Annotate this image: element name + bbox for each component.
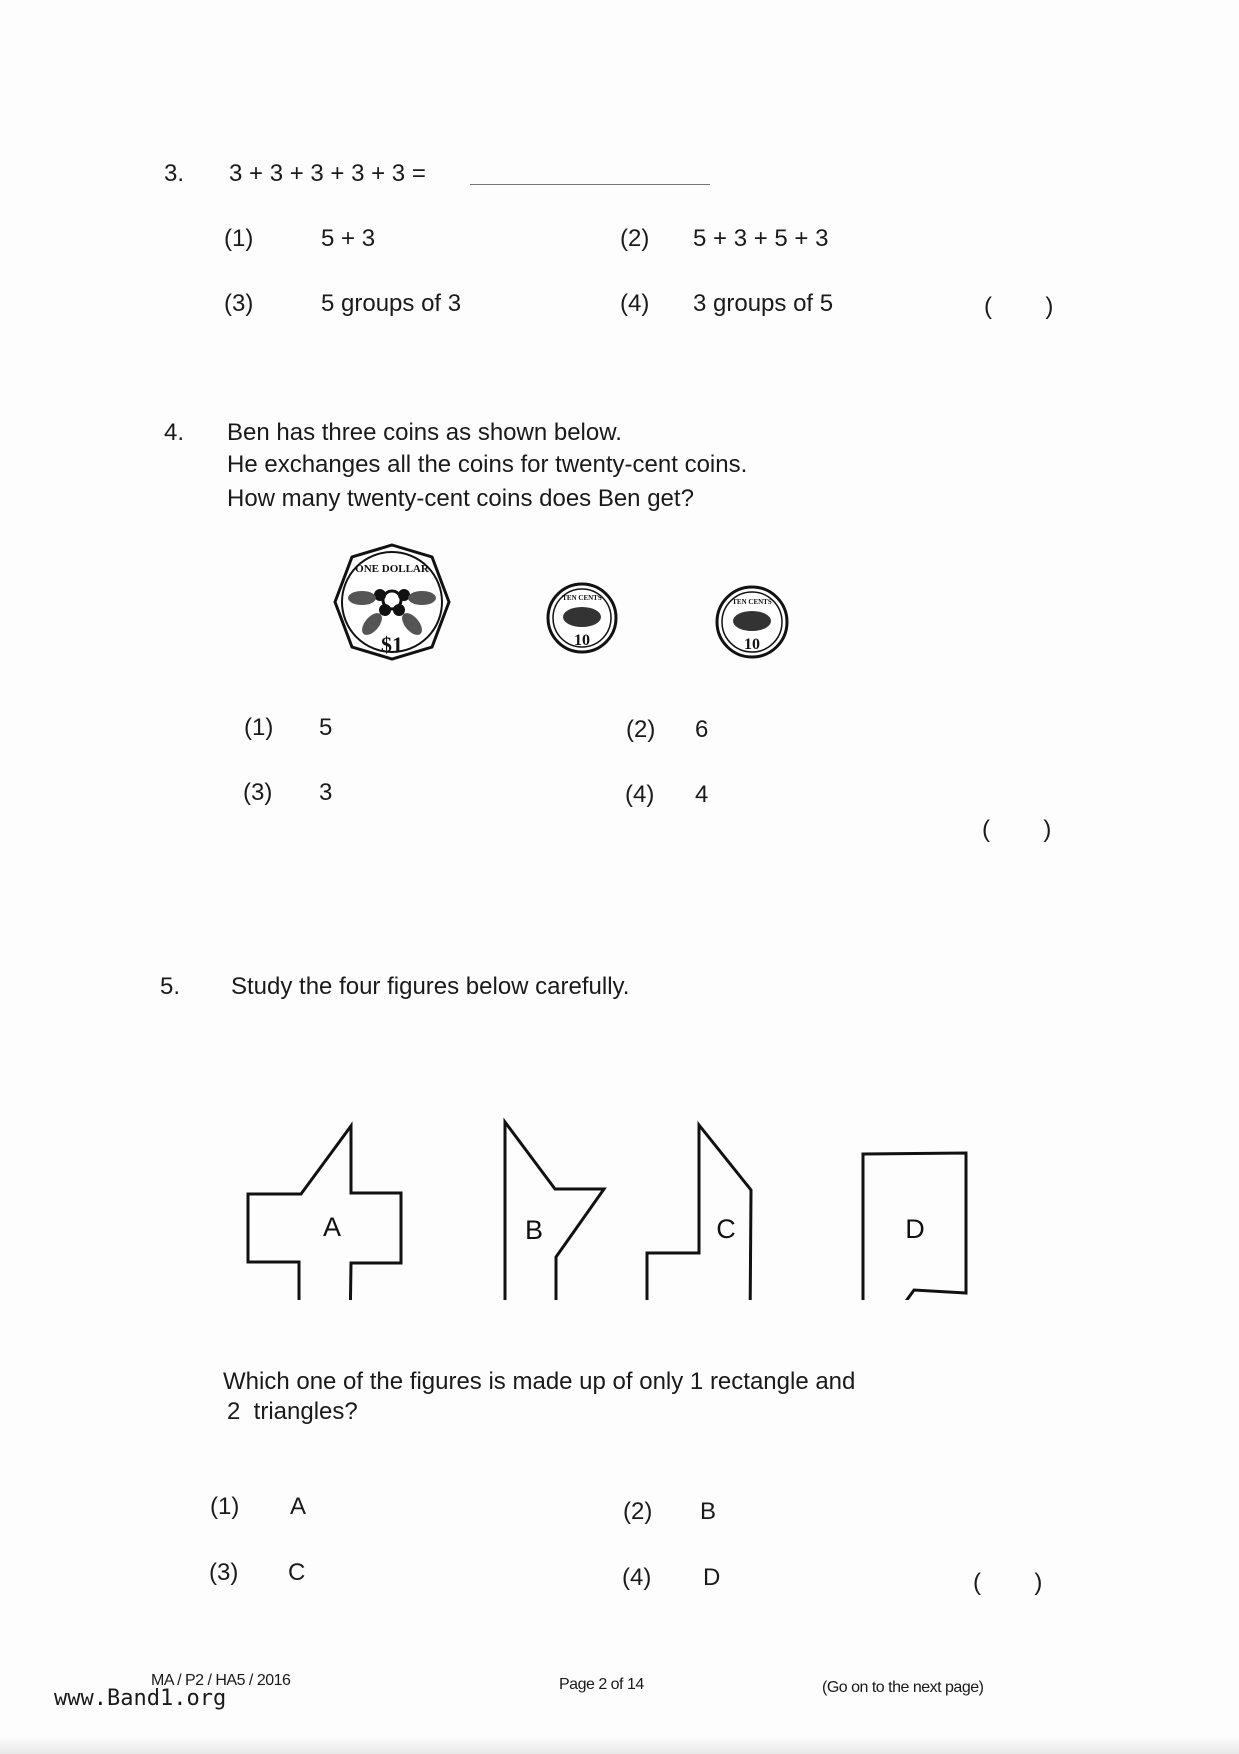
figure-label: B (524, 1215, 544, 1245)
page-number: Page 2 of 14 (559, 1676, 644, 1693)
question-number: 5. (160, 973, 181, 1000)
option-text: 5 groups of 3 (321, 290, 462, 317)
watermark-url: www.Band1.org (54, 1686, 227, 1711)
coin-rim-text: TEN CENTS (732, 598, 772, 606)
question-text: Ben has three coins as shown below. (227, 419, 622, 446)
question-text: How many twenty-cent coins does Ben get? (227, 485, 694, 512)
figure-c (647, 1125, 751, 1300)
answer-bracket[interactable]: ( ) (973, 1569, 1043, 1596)
option-text: D (703, 1564, 721, 1591)
option-label: (2) (626, 716, 656, 743)
question-number: 4. (164, 419, 185, 446)
question-text: He exchanges all the coins for twenty-cent coins. (227, 451, 748, 478)
option-label: (3) (243, 779, 273, 806)
question-text: Which one of the figures is made up of only 1 rectangle and (223, 1368, 856, 1395)
option-label: (4) (620, 290, 650, 317)
option-label: (1) (224, 225, 254, 252)
option-text: 3 (319, 779, 333, 806)
option-text: 5 + 3 (321, 225, 376, 252)
question-text: Study the four figures below carefully. (231, 973, 630, 1000)
option-label: (4) (622, 1564, 652, 1591)
answer-bracket[interactable]: ( ) (984, 293, 1054, 320)
option-text: A (290, 1493, 307, 1520)
coin-value: 10 (574, 632, 590, 649)
figure-label: D (905, 1214, 925, 1244)
option-label: (3) (224, 290, 254, 317)
answer-bracket[interactable]: ( ) (982, 816, 1052, 843)
option-label: (2) (623, 1498, 653, 1525)
option-label: (4) (625, 781, 655, 808)
paper-code: MA / P2 / HA5 / 2016 (151, 1672, 291, 1689)
option-label: (2) (620, 225, 650, 252)
coin-rim-text: ONE DOLLAR (355, 563, 429, 575)
next-page-note: (Go on to the next page) (822, 1679, 984, 1696)
option-text: 3 groups of 5 (693, 290, 834, 317)
coin-value: 10 (744, 636, 760, 653)
option-text: 5 (319, 714, 333, 741)
figure-label: A (322, 1212, 342, 1242)
question-text: 3 + 3 + 3 + 3 + 3 = (229, 160, 426, 187)
coin-value: $1 (381, 632, 403, 657)
question-number: 3. (164, 160, 185, 187)
option-text: 6 (695, 716, 709, 743)
option-label: (1) (210, 1493, 240, 1520)
figure-b (505, 1122, 604, 1300)
figure-label: C (716, 1214, 736, 1244)
scan-edge (0, 1735, 1239, 1754)
option-text: 4 (695, 781, 709, 808)
question-text: 2 triangles? (227, 1398, 358, 1425)
coin-rim-text: TEN CENTS (562, 594, 602, 602)
option-text: 5 + 3 + 5 + 3 (693, 225, 829, 252)
option-text: B (700, 1498, 717, 1525)
option-label: (1) (244, 714, 274, 741)
option-label: (3) (209, 1559, 239, 1586)
option-text: C (288, 1559, 306, 1586)
